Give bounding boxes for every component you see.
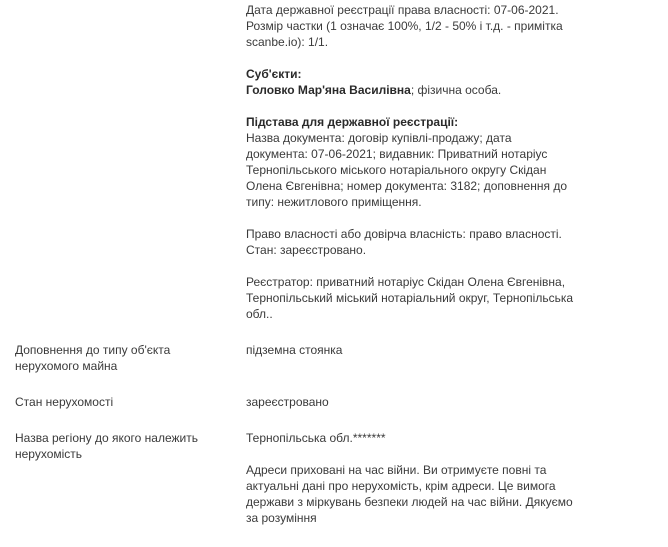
war-notice: Адреси приховані на час війни. Ви отримуєте повні та актуальні дані про нерухомість, крім адреси. Це вимога держави з міркувань безпеки людей на час війни. Дякуємо за розуміння: [246, 463, 573, 525]
basis-text: Назва документа: договір купівлі-продажу; дата документа: 07-06-2021; видавник: Приватний нотаріус Тернопільського міського нотаріального округу Скідан Олена Євгенівна; номер документа: 3182; доповнення до типу: нежитлового приміщення.: [246, 131, 567, 209]
subjects-block: [246, 66, 576, 98]
basis-block: [246, 114, 576, 210]
right-form: Право власності або довірча власність: право власності.: [246, 227, 562, 241]
right-form-block: [246, 226, 576, 258]
registrar: Реєстратор: приватний нотаріус Скідан Олена Євгенівна, Тернопільський міський нотаріальний округ, Тернопільська обл..: [246, 275, 574, 321]
property-status-label: Стан нерухомості: [15, 395, 114, 409]
subject-type: ; фізична особа.: [410, 83, 502, 97]
ownership-registration-info: [246, 2, 576, 50]
registration-date: Дата державної реєстрації права власності: 07-06-2021.: [246, 3, 559, 17]
property-status-value: зареєстровано: [246, 395, 329, 409]
ownership-status: Стан: зареєстровано.: [246, 243, 367, 257]
share-size: Розмір частки (1 означає 100%, 1/2 - 50% і т.д. - примітка scanbe.io): 1/1.: [246, 19, 563, 49]
object-type-value: підземна стоянка: [246, 343, 343, 357]
subjects-heading: Суб'єкти:: [246, 67, 302, 81]
subject-name: Головко Мар'яна Василівна: [246, 83, 411, 97]
object-type-label: Доповнення до типу об'єкта нерухомого майна: [15, 343, 171, 373]
basis-heading: Підстава для державної реєстрації:: [246, 115, 459, 129]
region-label: Назва регіону до якого належить нерухомість: [15, 431, 198, 461]
region-value: Тернопільська обл.*******: [246, 431, 386, 445]
